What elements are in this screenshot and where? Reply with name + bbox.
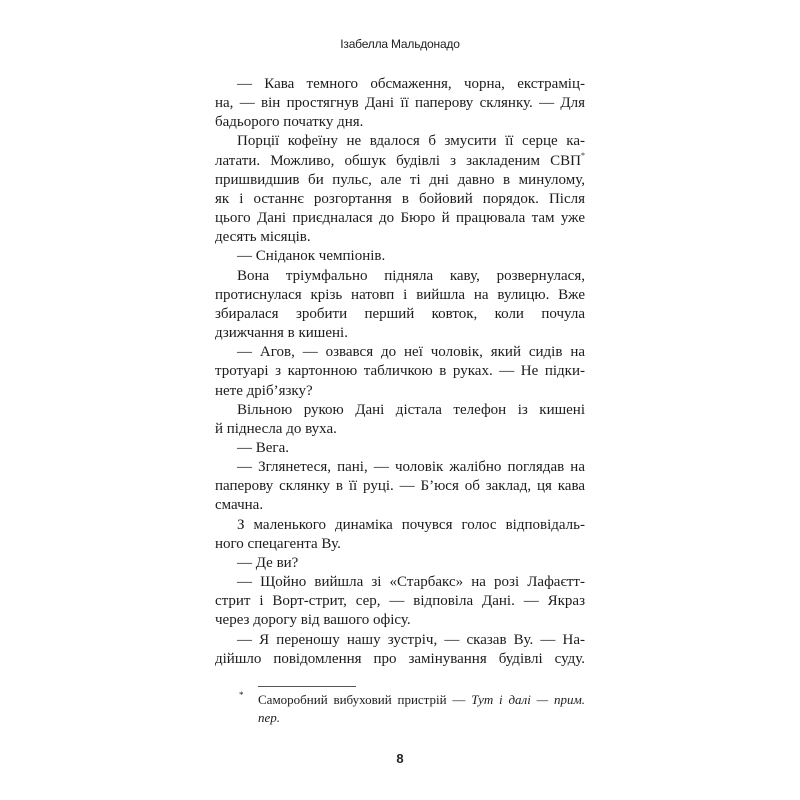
body-line: — Я переношу нашу зустріч, — сказав Ву. — На- [237,631,585,648]
body-line: дійшло повідомлення про замінування будівлі суду. [215,650,585,667]
body-line: — Щойно вийшла зі «Старбакс» на розі Лафаєтт- [237,574,585,591]
footnote-note-italic: Тут і далі — прим. [471,692,585,707]
body-line: збиралася зробити перший ковток, коли почула [215,305,585,322]
body-line: — Кава темного обсмаження, чорна, екстраміц- [237,76,585,92]
body-line: як і останнє розгортання в бойовий порядок. Після [215,190,585,207]
body-text [215,75,585,669]
body-line: через дорогу від вашого офісу. [215,612,411,629]
body-line [215,152,585,171]
body-line: — Де ви? [237,554,299,571]
body-line: на, — він простягнув Дані її паперову склянку. — Для [215,95,585,112]
body-line: З маленького динаміка почувся голос відповідаль- [237,516,585,533]
body-line: — Вега. [237,439,289,456]
footnote-line [258,709,585,727]
body-line: бадьорого початку дня. [215,114,364,131]
footnote-separator [258,686,356,687]
body-line: стрит і Ворт-стрит, сер, — відповіла Дані. — Якраз [215,593,585,610]
body-line: — Зглянетеся, пані, — чоловік жалібно поглядав на [237,459,585,476]
body-line: Порції кофеїну не вдалося б змусити її серце ка- [237,133,585,150]
footnote-note-italic: пер. [258,710,281,725]
body-line: Вона тріумфально підняла каву, розвернулася, [237,267,585,284]
body-line: десять місяців. [215,229,311,246]
page-number: 8 [396,751,404,766]
footnote-line [258,691,585,709]
running-head-author: Ізабелла Мальдонадо [340,37,460,51]
body-line: цього Дані приєдналася до Бюро й працювала там уже [215,210,585,227]
body-line: дзижчання в кишені. [215,325,348,342]
body-line: паперову склянку в її руці. — Б’юся об заклад, ця кава [215,478,585,495]
body-line-text: латати. Можливо, обшук будівлі з закладеним СВП [215,152,581,169]
footnote-text: Саморобний вибуховий пристрій — [258,692,472,707]
body-line: — Сніданок чемпіонів. [237,248,386,265]
footnote-marker: * [239,690,244,700]
body-line: нете дріб’язку? [215,382,313,399]
body-line: ного спецагента Ву. [215,535,341,552]
body-line: й піднесла до вуха. [215,420,337,437]
body-line: смачна. [215,497,264,514]
body-line: протиснулася крізь натовп і вийшла на вулицю. Вже [215,286,585,303]
body-line: Вільною рукою Дані дістала телефон із кишені [237,401,585,418]
body-line: пришвидшив би пульс, але ті дні давно в минулому, [215,171,585,188]
footnote-reference: * [581,150,585,160]
body-line: — Агов, — озвався до неї чоловік, який сидів на [237,344,585,361]
body-line: тротуарі з картонною табличкою в руках. — Не підки- [215,363,585,380]
